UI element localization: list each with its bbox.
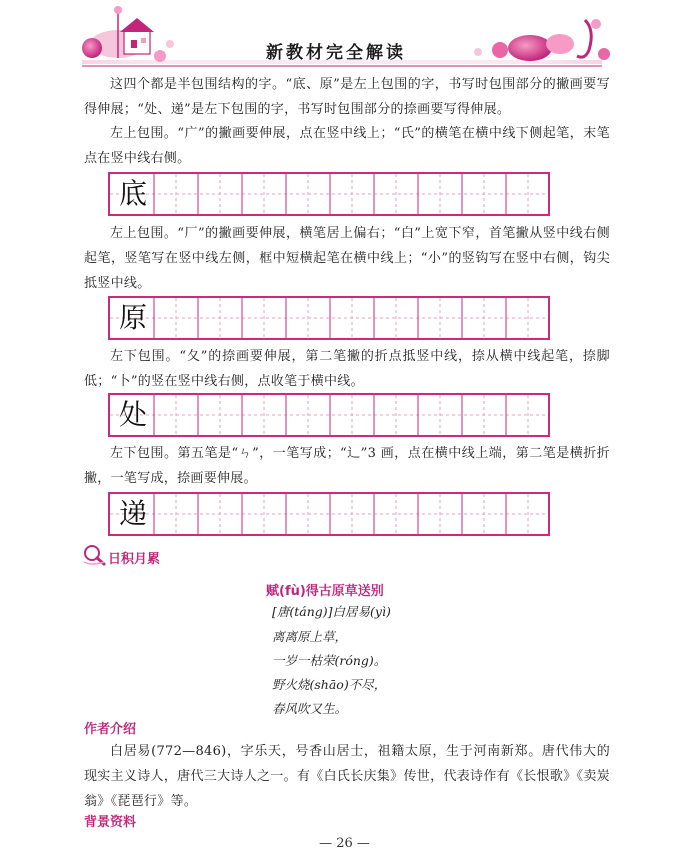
blob-decoration-icon	[474, 19, 610, 61]
poem-line: 一岁一枯荣(róng)。	[272, 653, 387, 668]
practice-grid-di	[108, 172, 550, 216]
daily-section-title: 日积月累	[108, 552, 161, 567]
book-title: 新教材完全解读	[266, 43, 406, 63]
page-number: — 26 —	[319, 836, 370, 851]
grid-lines	[110, 395, 548, 435]
grid-lines	[110, 298, 548, 338]
grid-lines	[110, 174, 548, 214]
author-paragraph: 白居易(772—846)，字乐天，号香山居士，祖籍太原，生于河南新郑。唐代伟大的现实主义诗人，唐代三大诗人之一。有《白氏长庆集》传世，代表诗作有《长恨歌》《卖炭翁》《琵琶行》等。	[84, 744, 610, 809]
poem-title: 赋(fù)得古原草送别	[266, 584, 384, 599]
practice-grid-yuan	[108, 296, 550, 340]
poem-line: 春风吹又生。	[272, 701, 348, 716]
intro-paragraph: 这四个都是半包围结构的字。“底、原”是左上包围的字，书写时包围部分的撇画要写得伸展；“处、递”是左下包围的字，书写时包围部分的捺画要写得伸展。	[84, 77, 610, 117]
author-section-title: 作者介绍	[84, 722, 137, 737]
poem-line: 离离原上草，	[272, 629, 348, 644]
practice-grid-chu	[108, 393, 550, 437]
background-section-title: 背景资料	[84, 815, 137, 830]
yuan-paragraph: 左上包围。“厂”的撇画要伸展，横笔居上偏右；“白”上宽下窄，首笔撇从竖中线右侧起笔，竖笔写在竖中线左侧，框中短横起笔在横中线上；“小”的竖钩写在竖中右侧，钩尖抵竖中线。	[84, 226, 610, 291]
poem-author-line: [唐(táng)]白居易(yì)	[272, 604, 391, 619]
practice-char: 递	[118, 497, 147, 530]
grid-lines	[110, 494, 548, 534]
di-paragraph: 左上包围。“广”的撇画要伸展，点在竖中线上；“氏”的横笔在横中线下侧起笔，末笔点在竖中线右侧。	[84, 126, 610, 166]
magnifier-icon	[82, 544, 106, 566]
practice-char: 底	[118, 177, 147, 210]
di-di-paragraph: 左下包围。第五笔是“ㄣ”，一笔写成；“辶”3 画，点在横中线上端，第二笔是横折折撇，一笔写成，捺画要伸展。	[84, 446, 610, 486]
practice-char: 处	[118, 398, 147, 431]
practice-char: 原	[118, 301, 147, 334]
page-header	[0, 0, 689, 80]
chu-paragraph: 左下包围。“夂”的捺画要伸展，第二笔撇的折点抵竖中线，捺从横中线起笔，捺脚低；“卜”的竖在竖中线右侧，点收笔于横中线。	[84, 349, 610, 389]
practice-grid-di2	[108, 492, 550, 536]
flower-icon	[82, 38, 102, 58]
poem-line: 野火烧(shāo)不尽，	[272, 677, 387, 692]
